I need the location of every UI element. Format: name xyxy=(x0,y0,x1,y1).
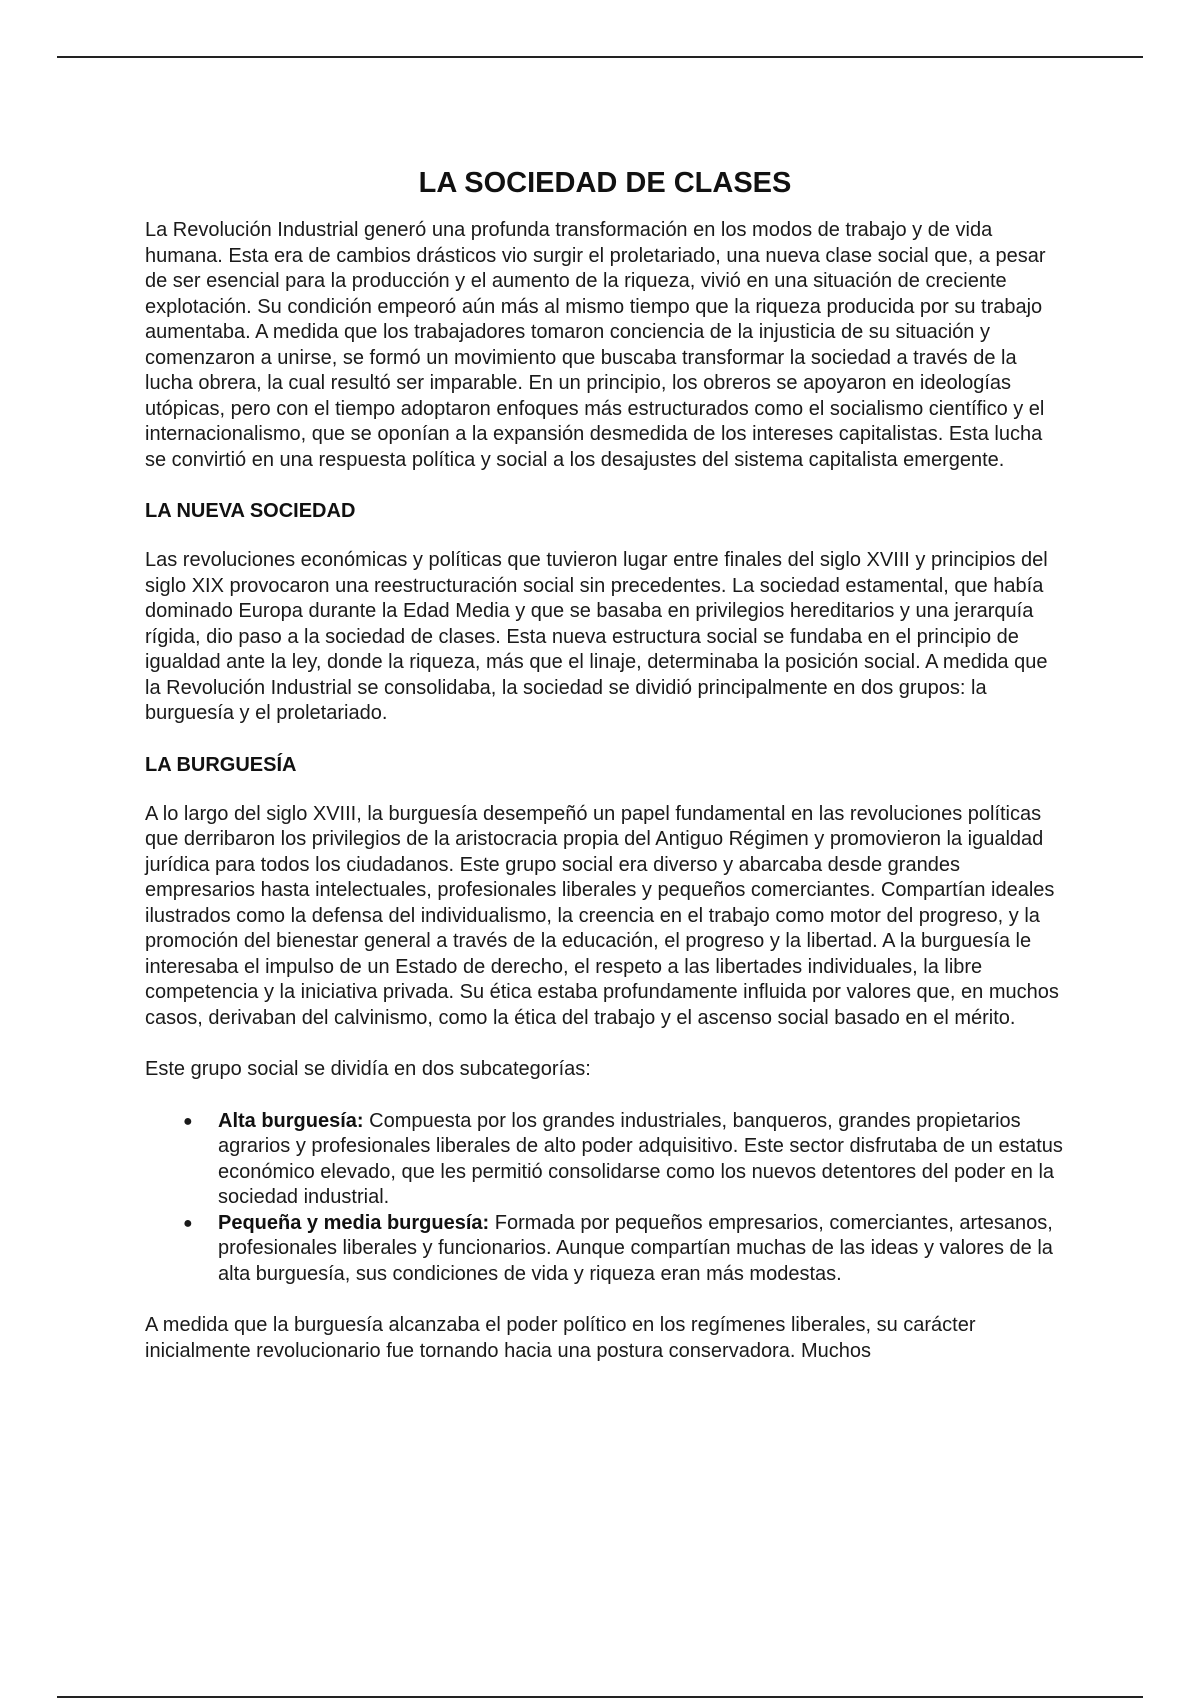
burguesia-paragraph: A lo largo del siglo XVIII, la burguesía desempeñó un papel fundamental en las revoluciones políticas que derribaron los privilegios de la aristocracia propia del Antiguo Régimen y promovieron la igualdad jurídica para todos los ciudadanos. Este grupo social era diverso y abarcaba desde grandes empresarios hasta intelectuales, profesionales liberales y pequeños comerciantes. Compartían ideales ilustrados como la defensa del individualismo, la creencia en el trabajo como motor del progreso, y la promoción del bienestar general a través de la educación, el progreso y la libertad. A la burguesía le interesaba el impulso de un Estado de derecho, el respeto a las libertades individuales, la libre competencia y la iniciativa privada. Su ética estaba profundamente influida por valores que, en muchos casos, derivaban del calvinismo, como la ética del trabajo y el ascenso social basado en el mérito. xyxy=(145,802,1059,1029)
bullet-icon: ● xyxy=(183,1112,193,1130)
list-item xyxy=(183,1211,1065,1288)
header-rule xyxy=(57,56,1143,58)
section-heading-burguesia: LA BURGUESÍA xyxy=(145,753,297,776)
footer-rule xyxy=(57,1696,1143,1698)
bullet-icon: ● xyxy=(183,1214,193,1232)
list-item-term: Alta burguesía: xyxy=(218,1109,364,1132)
document-title: LA SOCIEDAD DE CLASES xyxy=(418,167,792,199)
nueva-sociedad-paragraph: Las revoluciones económicas y políticas que tuvieron lugar entre finales del siglo XVIII y principios del siglo XIX provocaron una reestructuración social sin precedentes. La sociedad estamental, que había dominado Europa durante la Edad Media y que se basaba en privilegios hereditarios y una jerarquía rígida, dio paso a la sociedad de clases. Esta nueva estructura social se fundaba en el principio de igualdad ante la ley, donde la riqueza, más que el linaje, determinaba la posición social. A medida que la Revolución Industrial se consolidaba, la sociedad se dividió principalmente en dos grupos: la burguesía y el proletariado. xyxy=(145,549,1048,724)
list-item xyxy=(183,1109,1065,1211)
subcategories-list xyxy=(145,1109,1065,1288)
list-item-text: Formada por pequeños empresarios, comerciantes, artesanos, profesionales liberales y funcionarios. Aunque compartían muchas de las ideas y valores de la alta burguesía, sus condiciones de vida y riqueza eran más modestas. xyxy=(218,1211,1053,1285)
conservative-turn-paragraph: A medida que la burguesía alcanzaba el poder político en los regímenes liberales, su carácter inicialmente revolucionario fue tornando hacia una postura conservadora. Muchos xyxy=(145,1314,976,1362)
list-item-text: Compuesta por los grandes industriales, banqueros, grandes propietarios agrarios y profesionales liberales de alto poder adquisitivo. Este sector disfrutaba de un estatus económico elevado, que les permitió consolidarse como los nuevos detentores del poder en la sociedad industrial. xyxy=(218,1109,1063,1208)
document-page xyxy=(145,166,1065,1390)
section-heading-nueva-sociedad: LA NUEVA SOCIEDAD xyxy=(145,500,356,522)
intro-paragraph: La Revolución Industrial generó una profunda transformación en los modos de trabajo y de vida humana. Esta era de cambios drásticos vio surgir el proletariado, una nueva clase social que, a pesar de ser esencial para la producción y el aumento de la riqueza, vivió en una situación de creciente explotación. Su condición empeoró aún más al mismo tiempo que la riqueza producida por su trabajo aumentaba. A medida que los trabajadores tomaron conciencia de la injusticia de su situación y comenzaron a unirse, se formó un movimiento que buscaba transformar la sociedad a través de la lucha obrera, la cual resultó ser imparable. En un principio, los obreros se apoyaron en ideologías utópicas, pero con el tiempo adoptaron enfoques más estructurados como el socialismo científico y el internacionalismo, que se oponían a la expansión desmedida de los intereses capitalistas. Esta lucha se convirtió en una respuesta política y social a los desajustes del sistema capitalista emergente. xyxy=(145,219,1046,471)
subcategories-intro: Este grupo social se dividía en dos subcategorías: xyxy=(145,1058,591,1080)
list-item-term: Pequeña y media burguesía: xyxy=(218,1211,490,1234)
